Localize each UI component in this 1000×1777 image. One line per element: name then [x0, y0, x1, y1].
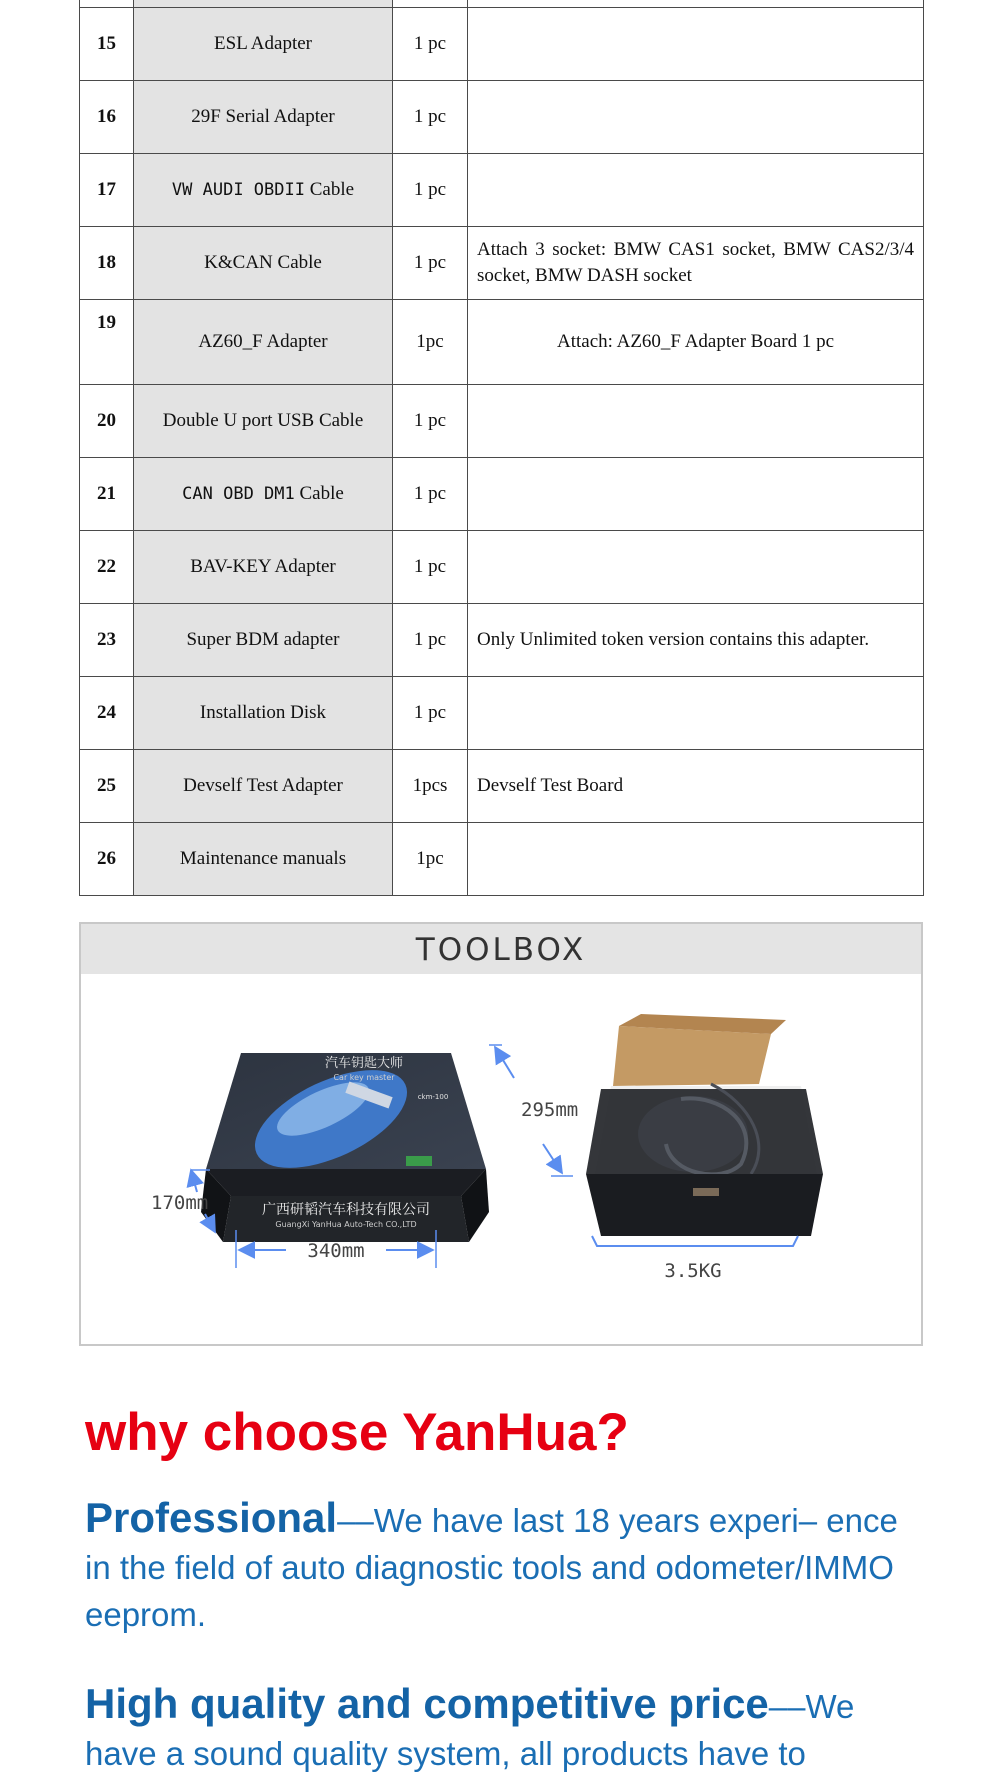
part-note: Devself Test Board [468, 750, 924, 823]
depth-dimension-label: 170mm [151, 1192, 209, 1214]
part-note: Only Unlimited token version contains this adapter. [468, 604, 924, 677]
toolbox-title: TOOLBOX [81, 924, 921, 974]
row-number: 17 [80, 154, 134, 227]
part-quantity: 1 pc [393, 8, 468, 81]
row-number: 16 [80, 81, 134, 154]
table-row [80, 677, 924, 750]
row-number: 25 [80, 750, 134, 823]
part-name [134, 458, 393, 531]
part-note [468, 385, 924, 458]
row-number: 26 [80, 823, 134, 896]
parts-table [79, 0, 924, 896]
part-name-suffix: Cable [299, 483, 344, 504]
part-note: Attach 3 socket: BMW CAS1 socket, BMW CAS2/3/4 socket, BMW DASH socket [468, 227, 924, 300]
row-number: 24 [80, 677, 134, 750]
professional-paragraph [85, 1494, 915, 1638]
part-name: Double U port USB Cable [134, 385, 393, 458]
paragraph-text: ––We have last 18 years experi– ence in the field of auto diagnostic tools and odometer/IMMO eeprom. [85, 1502, 898, 1633]
closed-box-image [201, 1050, 489, 1242]
part-quantity: 1 pc [393, 385, 468, 458]
part-name-suffix: Cable [309, 179, 355, 200]
row-number: 19 [80, 300, 134, 385]
part-note [468, 677, 924, 750]
box-subtitle: Car key master [333, 1073, 395, 1082]
row-number: 18 [80, 227, 134, 300]
box-title-cn: 汽车钥匙大师 [324, 1056, 404, 1071]
part-quantity: 1 pc [393, 458, 468, 531]
part-name: BAV-KEY Adapter [134, 531, 393, 604]
table-row [80, 385, 924, 458]
part-name: ESL Adapter [134, 8, 393, 81]
part-note: Attach: AZ60_F Adapter Board 1 pc [468, 300, 924, 385]
row-number: 23 [80, 604, 134, 677]
row-number: 15 [80, 8, 134, 81]
table-row [80, 750, 924, 823]
row-number: 20 [80, 385, 134, 458]
paragraph-text: ––We have a sound quality system, all products have to [85, 1688, 855, 1772]
why-choose-heading: why choose YanHua? [85, 1403, 629, 1462]
part-note [468, 81, 924, 154]
part-name: Super BDM adapter [134, 604, 393, 677]
box-model: ckm-100 [417, 1093, 449, 1101]
toolbox-panel [79, 922, 923, 1346]
part-name: 29F Serial Adapter [134, 81, 393, 154]
paragraph-lead: High quality and competitive price [85, 1680, 769, 1727]
toolbox-illustration [81, 974, 921, 1344]
part-name: AZ60_F Adapter [134, 300, 393, 385]
part-quantity: 1pcs [393, 750, 468, 823]
part-note [468, 458, 924, 531]
part-quantity: 1 pc [393, 604, 468, 677]
table-row [80, 604, 924, 677]
paragraph-lead: Professional [85, 1494, 338, 1541]
part-name: Devself Test Adapter [134, 750, 393, 823]
table-row [80, 0, 924, 8]
table-row [80, 227, 924, 300]
table-row [80, 8, 924, 81]
part-name-mono: VW AUDI OBDII [171, 180, 305, 200]
table-row [80, 458, 924, 531]
row-number: 21 [80, 458, 134, 531]
part-quantity: 1 pc [393, 677, 468, 750]
part-name: K&CAN Cable [134, 227, 393, 300]
width-dimension-label: 340mm [307, 1240, 365, 1262]
row-number: 22 [80, 531, 134, 604]
part-quantity: 1 pc [393, 531, 468, 604]
part-name [134, 154, 393, 227]
part-note [468, 8, 924, 81]
open-box-image [586, 1014, 823, 1236]
box-company-en: GuangXi YanHua Auto-Tech CO.,LTD [275, 1220, 417, 1229]
table-row [80, 823, 924, 896]
part-quantity: 1pc [393, 823, 468, 896]
part-quantity: 1 pc [393, 81, 468, 154]
part-note [468, 823, 924, 896]
quality-price-paragraph [85, 1680, 915, 1777]
box-company-cn: 广西研韬汽车科技有限公司 [262, 1202, 430, 1218]
part-quantity: 1 pc [393, 154, 468, 227]
part-quantity: 1pc [393, 300, 468, 385]
weight-label: 3.5KG [664, 1260, 722, 1282]
part-name: Installation Disk [134, 677, 393, 750]
part-name-mono: CAN OBD DM1 [182, 484, 295, 504]
table-row [80, 300, 924, 385]
table-row [80, 531, 924, 604]
height-dimension-label: 295mm [521, 1099, 579, 1121]
part-name: Maintenance manuals [134, 823, 393, 896]
part-quantity: 1 pc [393, 227, 468, 300]
table-row [80, 154, 924, 227]
part-note [468, 154, 924, 227]
part-note [468, 531, 924, 604]
table-row [80, 81, 924, 154]
